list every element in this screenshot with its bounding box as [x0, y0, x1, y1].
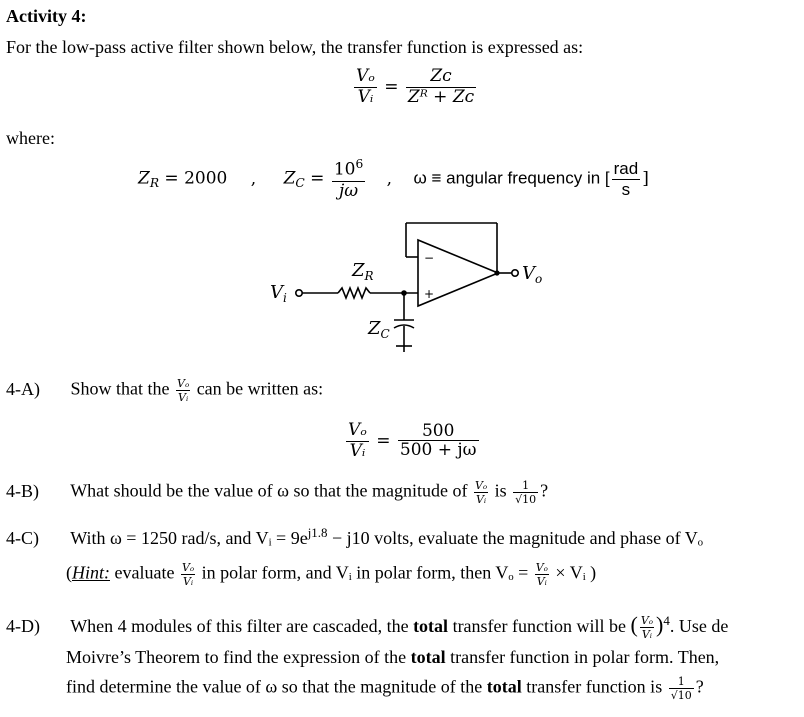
intro-text: For the low-pass active filter shown below, the transfer function is expressed as:: [6, 37, 584, 57]
q4d-line1a: When 4 modules of this filter are cascaded, the: [70, 616, 414, 636]
q4d-question-mark: ?: [695, 676, 704, 697]
q4c-exponent: j1.8: [307, 525, 328, 540]
q4c-line1: With ω = 1250 rad/s, and Vᵢ = 9e: [70, 528, 308, 549]
omega-text: ω ≡ angular frequency in [: [413, 168, 610, 188]
q4c-label: 4-C): [6, 528, 39, 549]
zc-num: 10: [333, 159, 356, 180]
vo-terminal: [512, 270, 518, 276]
q4c-line1b: − j10 volts, evaluate the magnitude and phase of Vₒ: [327, 528, 703, 549]
q4a-frac-num: Vₒ: [177, 377, 190, 390]
resistor-zr: [338, 288, 370, 298]
omega-close: ]: [642, 168, 649, 189]
question-4a: [6, 378, 323, 403]
unit-num: rad: [613, 158, 639, 178]
q4c-line2b: in polar form, and Vᵢ in polar form, then Vₒ =: [201, 562, 529, 583]
question-4d-line2: [66, 647, 719, 668]
q4c-evaluate: evaluate: [110, 562, 175, 583]
q4d-total-1: total: [413, 616, 449, 636]
zc-circuit-label: $Z_C$: [368, 318, 390, 341]
q4a-eq-den: 500 + jω: [399, 440, 477, 461]
question-4c-line1: [6, 526, 703, 549]
q4c-line2c: × Vᵢ ): [555, 562, 597, 583]
question-4b: 4-B) What should be the value of ω so that the magnitude of $\frac{\text{Vₒ}}{\text{Vᵢ}}$ is $\frac{1}{√10}$ ?: [6, 479, 549, 506]
question-4d-line3: [66, 676, 704, 701]
zc-exp: 6: [355, 157, 364, 171]
q4b-label: 4-B): [6, 480, 39, 501]
zc-symbol: Z: [283, 168, 296, 189]
q4d-line2a: Moivre’s Theorem to find the expression of the: [66, 647, 411, 667]
activity-title: Activity 4:: [6, 6, 87, 26]
op-amp-minus-sign: −: [424, 251, 435, 265]
q4a-eq-num: 500: [398, 423, 479, 442]
zc-sub: C: [295, 175, 305, 190]
q4c-hint: Hint:: [72, 562, 110, 583]
q4d-power: 4: [663, 612, 670, 628]
q4a-frac-den: Vᵢ: [178, 390, 189, 404]
tf-lhs-den: Vᵢ: [357, 86, 374, 107]
q4d-line1c: . Use de: [669, 616, 729, 636]
unit-den: s: [621, 179, 631, 199]
question-4d-line1: 4-D) When 4 modules of this filter are cascaded, the total transfer function will be ( $\frac{\text{Vₒ}}{\text{Vᵢ}}$ )$^4$. Use de: [6, 612, 729, 641]
q4c-open-paren: (: [66, 562, 72, 583]
q4b-sqrt10: √10: [515, 492, 537, 506]
q4a-equation: $\frac{\text{Vₒ}}{\text{Vᵢ}}$ = $\frac{500}{500 + j\omega}$: [348, 420, 477, 461]
q4b-question-mark: ?: [540, 480, 549, 501]
op-amp-plus-sign: +: [424, 287, 435, 301]
q4a-label: 4-A): [6, 378, 40, 399]
q4d-label: 4-D): [6, 616, 40, 636]
q4d-line3a: find determine the value of ω so that the magnitude of the: [66, 676, 487, 697]
q4d-one: 1: [669, 676, 694, 689]
vo-label: $V_o$: [522, 263, 543, 286]
q4b-text: What should be the value of ω so that the magnitude of: [70, 480, 468, 501]
q4d-total-3: total: [486, 676, 522, 697]
tf-lhs-num: Vₒ: [356, 66, 375, 86]
transfer-function-equation: $\frac{\text{Vₒ}}{\text{Vᵢ}}$ = $\frac{\text{Zᴄ}}{\text{Zᴿ + Zᴄ}}$: [356, 66, 475, 107]
q4b-one: 1: [513, 480, 538, 493]
q4d-total-2: total: [410, 647, 446, 667]
q4d-line1b: transfer function will be: [448, 616, 627, 636]
q4a-text-after: can be written as:: [196, 378, 324, 399]
zr-value: = 2000: [159, 168, 228, 189]
zr-circuit-label: $Z_R$: [352, 260, 374, 283]
where-label: where:: [6, 128, 55, 148]
vi-label: $V_i$: [270, 282, 287, 305]
zr-sub: R: [149, 175, 160, 190]
q4d-sqrt10: √10: [670, 688, 692, 702]
tf-rhs-den: Zᴿ + Zᴄ: [407, 86, 475, 107]
q4d-line3b: transfer function is: [521, 676, 663, 697]
node-dot: [401, 290, 407, 296]
definitions-line: $Z_R = 2000$ , $Z_C$ = $\frac{10^6}{j\omega}$ , ω ≡ angular frequency in [ $\frac{\text{rad}}{s}$ ]: [138, 157, 649, 201]
zc-den: jω: [338, 180, 359, 201]
q4a-text-before: Show that the: [70, 378, 170, 399]
zr-symbol: Z: [138, 168, 150, 189]
question-4c-line2: (Hint: evaluate $\frac{\text{Vₒ}}{\text{Vᵢ}}$ in polar form, and Vᵢ in polar form, then Vₒ = $\frac{\text{Vₒ}}{\text{Vᵢ}}$ × Vᵢ ): [66, 561, 597, 588]
tf-rhs-num: Zᴄ: [406, 68, 476, 88]
q4b-is: is: [494, 480, 507, 501]
q4d-line2b: transfer function in polar form. Then,: [445, 647, 720, 667]
vi-terminal: [296, 290, 302, 296]
